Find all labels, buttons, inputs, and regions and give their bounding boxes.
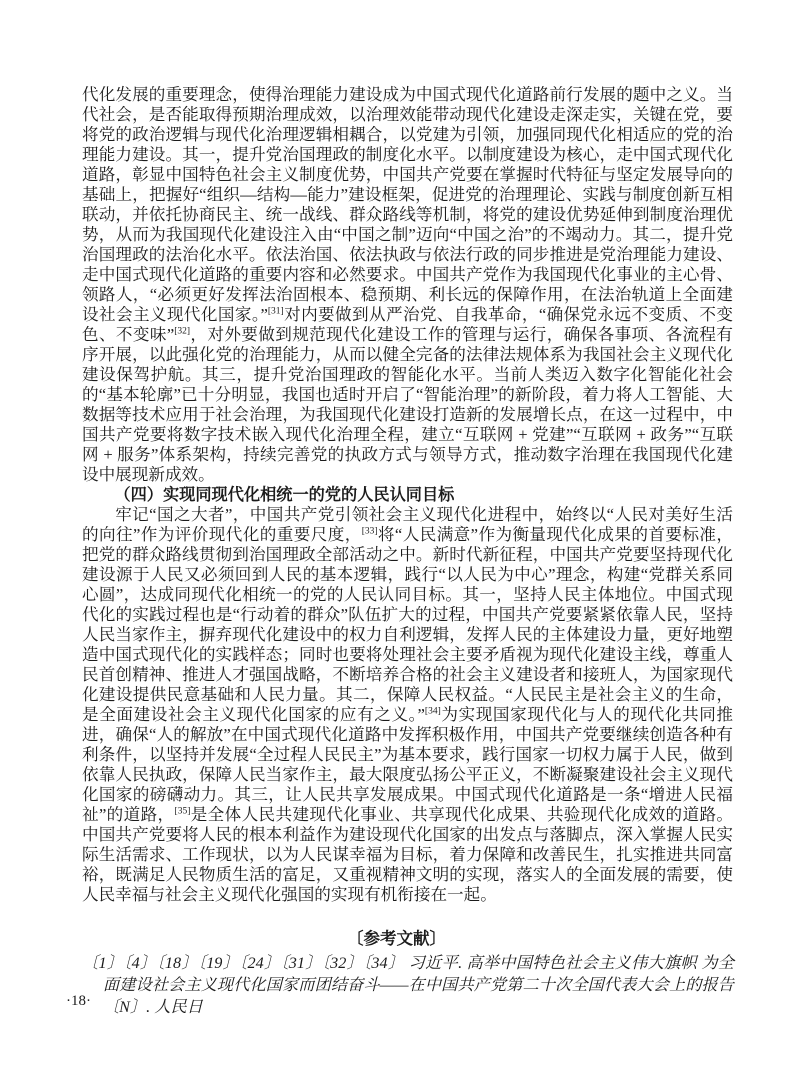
section-heading-4 [82, 485, 733, 505]
citation-superscript: [33] [361, 526, 378, 537]
citation-superscript: [34] [424, 706, 441, 717]
page-number: ·18· [66, 993, 91, 1009]
citation-superscript: [32] [174, 326, 191, 337]
article-body [82, 85, 733, 905]
reference-labels: 〔1〕〔4〕〔18〕〔19〕〔24〕〔31〕〔32〕〔34〕 [82, 954, 405, 972]
body-text-run: 将“人民满意”作为衡量现代化成果的首要标准，把党的群众路线贯彻到治国理政全部活动之中。新时代新征程，中国共产党要坚持现代化建设源于人民又必须回到人民的基本逻辑，践行“以人民为中心”理念，构建“党群关系同心圆”，达成同现代化相统一的党的人民认同目标。其一，坚持人民主体地位。中国式现代化的实践过程也是“行动着的群众”队伍扩大的过程，中国共产党要紧紧依靠人民，坚持人民当家作主，摒弃现代化建设中的权力自利逻辑，发挥人民的主体建设力量，更好地塑造中国式现代化的实践样态；同时也要将处理社会主要矛盾视为现代化建设主线，尊重人民首创精神、推进人才强国战略，不断培养合格的社会主义建设者和接班人，为国家现代化建设提供民意基础和人民力量。其二，保障人民权益。“人民民主是社会主义的生命，是全面建设社会主义现代化国家的应有之义。” [82, 525, 733, 724]
reference-text: 习近平. 高举中国特色社会主义伟大旗帜 为全面建设社会主义现代化国家而团结奋斗——在中国共产党第二十次全国代表大会上的报告〔N〕. 人民日 [103, 954, 734, 1016]
body-text-run: 是全体人民共建现代化事业、共享现代化成果、共验现代化成效的道路。中国共产党要将人民的根本利益作为建设现代化国家的出发点与落脚点，深入掌握人民实际生活需求、工作现状，以为人民谋幸福为目标，着力保障和改善民生，扎实推进共同富裕，既满足人民物质生活的富足，又重视精神文明的实现，落实人的全面发展的需要，使人民幸福与社会主义现代化强国的实现有机衔接在一起。 [82, 805, 734, 904]
paragraph-continuation [82, 85, 733, 485]
body-text-run: 为实现国家现代化与人的现代化共同推进，确保“人的解放”在中国式现代化道路中发挥积极作用，中国共产党要继续创造各种有利条件，以坚持并发展“全过程人民民主”为基本要求，践行国家一切权力属于人民，做到依靠人民执政，保障人民当家作主，最大限度弘扬公平正义，不断凝聚建设社会主义现代化国家的磅礴动力。其三，让人民共享发展成果。中国式现代化道路是一条“增进人民福祉”的道路， [82, 705, 733, 824]
paragraph-people-identity [82, 505, 733, 905]
references-heading: 〔参考文献〕 [347, 929, 446, 948]
references-list [82, 952, 734, 1018]
citation-superscript: [31] [267, 306, 284, 317]
body-text-run: ，对外要做到规范现代化建设工作的管理与运行，确保各事项、各流程有序开展，以此强化党的治理能力，从而以健全完备的法律法规体系为我国社会主义现代化建设保驾护航。其三，提升党治国理政的智能化水平。当前人类迈入数字化智能化社会的“基本轮廓”已十分明显，我国也适时开启了“智能治理”的新阶段，着力将人工智能、大数据等技术应用于社会治理，为我国现代化建设打造新的发展增长点，在这一过程中，中国共产党要将数字技术嵌入现代化治理全程，建立“互联网 + 党建”“互联网 + 政务”“互联网 + 服务”体系架构，持续完善党的执政方式与领导方式，推动数字治理在我国现代化建设中展现新成效。 [82, 325, 733, 484]
body-text-run: 代化发展的重要理念，使得治理能力建设成为中国式现代化道路前行发展的题中之义。当代社会，是否能取得预期治理成效，以治理效能带动现代化建设走深走实，关键在党，要将党的政治逻辑与现代化治理逻辑相耦合，以党建为引领，加强同现代化相适应的党的治理能力建设。其一，提升党治国理政的制度化水平。以制度建设为核心，走中国式现代化道路，彰显中国特色社会主义制度优势，中国共产党要在掌握时代特征与坚定发展导向的基础上，把握好“组织—结构—能力”建设框架，促进党的治理理论、实践与制度创新互相联动，并依托协商民主、统一战线、群众路线等机制，将党的建设优势延伸到制度治理优势，从而为我国现代化建设注入由“中国之制”迈向“中国之治”的不竭动力。其二，提升党治国理政的法治化水平。依法治国、依法执政与依法行政的同步推进是党治理能力建设、走中国式现代化道路的重要内容和必然要求。中国共产党作为我国现代化事业的主心骨、领路人，“必须更好发挥法治固根本、稳预期、利长远的保障作用，在法治轨道上全面建设社会主义现代化国家。” [82, 85, 733, 324]
body-text-run: 牢记“国之大者”，中国共产党引领社会主义现代化进程中，始终以“人民对美好生活的向往”作为评价现代化的重要尺度， [82, 505, 733, 544]
body-text-run: 对内要做到从严治党、自我革命，“确保党永远不变质、不变色、不变味” [82, 305, 733, 344]
reference-item [82, 952, 734, 1018]
citation-superscript: [35] [174, 806, 191, 817]
body-text-run: （四）实现同现代化相统一的党的人民认同目标 [114, 485, 455, 504]
